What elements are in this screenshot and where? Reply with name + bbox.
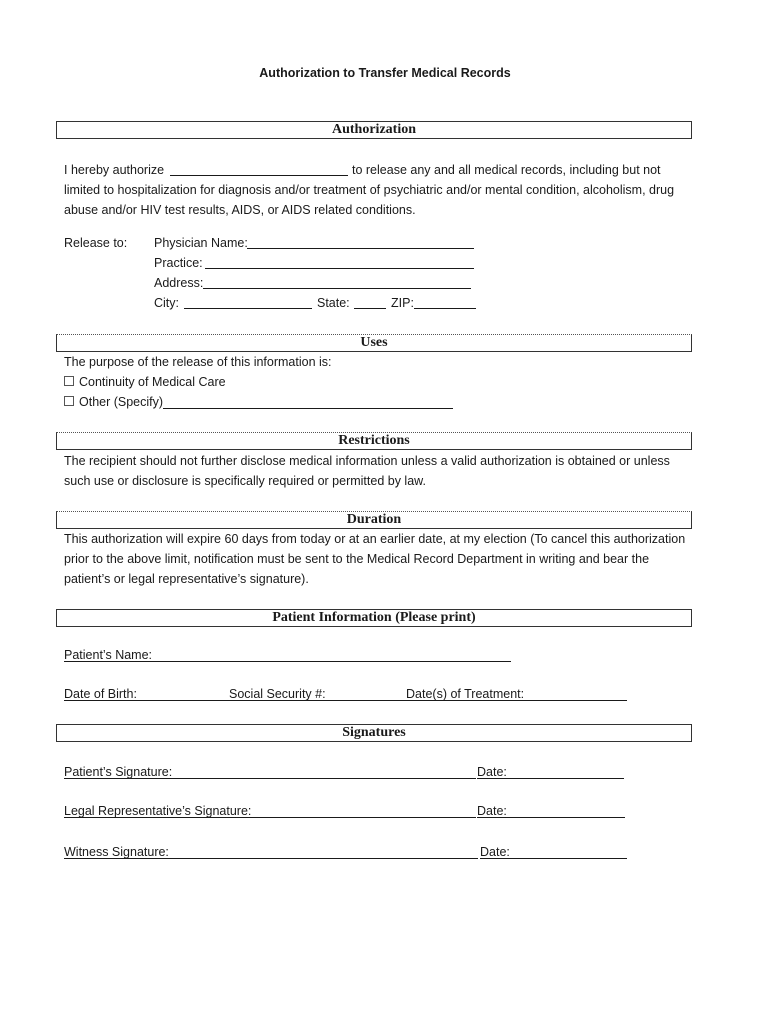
witness-date-field[interactable] bbox=[480, 858, 627, 859]
patient-name-field[interactable] bbox=[64, 661, 511, 662]
address-label: Address: bbox=[154, 276, 204, 290]
authorize-line-2: limited to hospitalization for diagnosis and/or treatment of psychiatric and/or mental condition, alcoholism, drug bbox=[64, 183, 675, 197]
authorize-prefix: I hereby authorize bbox=[64, 163, 165, 177]
uses-purpose: The purpose of the release of this information is: bbox=[64, 355, 332, 369]
treatment-dates-label: Date(s) of Treatment: bbox=[406, 687, 525, 701]
physician-name-field[interactable] bbox=[247, 248, 474, 249]
authorize-rest: to release any and all medical records, including but not bbox=[352, 163, 661, 177]
restrictions-heading: Restrictions bbox=[56, 432, 692, 450]
ssn-label: Social Security #: bbox=[229, 687, 326, 701]
checkbox-other[interactable] bbox=[64, 396, 74, 406]
other-specify-field[interactable] bbox=[163, 408, 453, 409]
option-other-label: Other (Specify) bbox=[79, 395, 164, 409]
city-label: City: bbox=[154, 296, 179, 310]
patient-signature-label: Patient’s Signature: bbox=[64, 765, 173, 779]
patient-info-heading: Patient Information (Please print) bbox=[56, 609, 692, 627]
state-label: State: bbox=[317, 296, 350, 310]
restrictions-line-2: such use or disclosure is specifically required or permitted by law. bbox=[64, 474, 426, 488]
legal-rep-date-field[interactable] bbox=[477, 817, 625, 818]
document-title: Authorization to Transfer Medical Records bbox=[259, 66, 511, 80]
uses-heading: Uses bbox=[56, 334, 692, 352]
duration-line-1: This authorization will expire 60 days from today or at an earlier date, at my election (To cancel this authorization bbox=[64, 532, 686, 546]
duration-line-2: prior to the above limit, notification must be sent to the Medical Record Department in writing and bear the bbox=[64, 552, 650, 566]
state-field[interactable] bbox=[354, 308, 386, 309]
legal-rep-date-label: Date: bbox=[477, 804, 507, 818]
dob-label: Date of Birth: bbox=[64, 687, 137, 701]
practice-label: Practice: bbox=[154, 256, 203, 270]
signatures-heading: Signatures bbox=[56, 724, 692, 742]
patient-signature-field[interactable] bbox=[64, 778, 476, 779]
legal-rep-signature-label: Legal Representative’s Signature: bbox=[64, 804, 252, 818]
checkbox-continuity[interactable] bbox=[64, 376, 74, 386]
legal-rep-signature-field[interactable] bbox=[64, 817, 476, 818]
patient-signature-date-label: Date: bbox=[477, 765, 507, 779]
option-continuity[interactable] bbox=[64, 374, 226, 390]
patient-name-label: Patient’s Name: bbox=[64, 648, 153, 662]
restrictions-line-1: The recipient should not further disclose medical information unless a valid authorization is obtained or unless bbox=[64, 454, 670, 468]
duration-line-3: patient’s or legal representative’s signature). bbox=[64, 572, 309, 586]
authorized-party-field[interactable] bbox=[170, 175, 348, 176]
witness-date-label: Date: bbox=[480, 845, 510, 859]
authorization-heading: Authorization bbox=[56, 121, 692, 139]
duration-heading: Duration bbox=[56, 511, 692, 529]
patient-details-field[interactable] bbox=[64, 700, 627, 701]
zip-field[interactable] bbox=[414, 308, 476, 309]
physician-name-label: Physician Name: bbox=[154, 236, 248, 250]
practice-field[interactable] bbox=[205, 268, 474, 269]
authorize-line-3: abuse and/or HIV test results, AIDS, or AIDS related conditions. bbox=[64, 203, 416, 217]
option-other[interactable] bbox=[64, 394, 163, 410]
patient-signature-date-field[interactable] bbox=[477, 778, 624, 779]
city-field[interactable] bbox=[184, 308, 312, 309]
witness-signature-label: Witness Signature: bbox=[64, 845, 169, 859]
release-to-label: Release to: bbox=[64, 236, 128, 250]
address-field[interactable] bbox=[203, 288, 471, 289]
option-continuity-label: Continuity of Medical Care bbox=[79, 375, 226, 389]
witness-signature-field[interactable] bbox=[64, 858, 478, 859]
zip-label: ZIP: bbox=[391, 296, 414, 310]
